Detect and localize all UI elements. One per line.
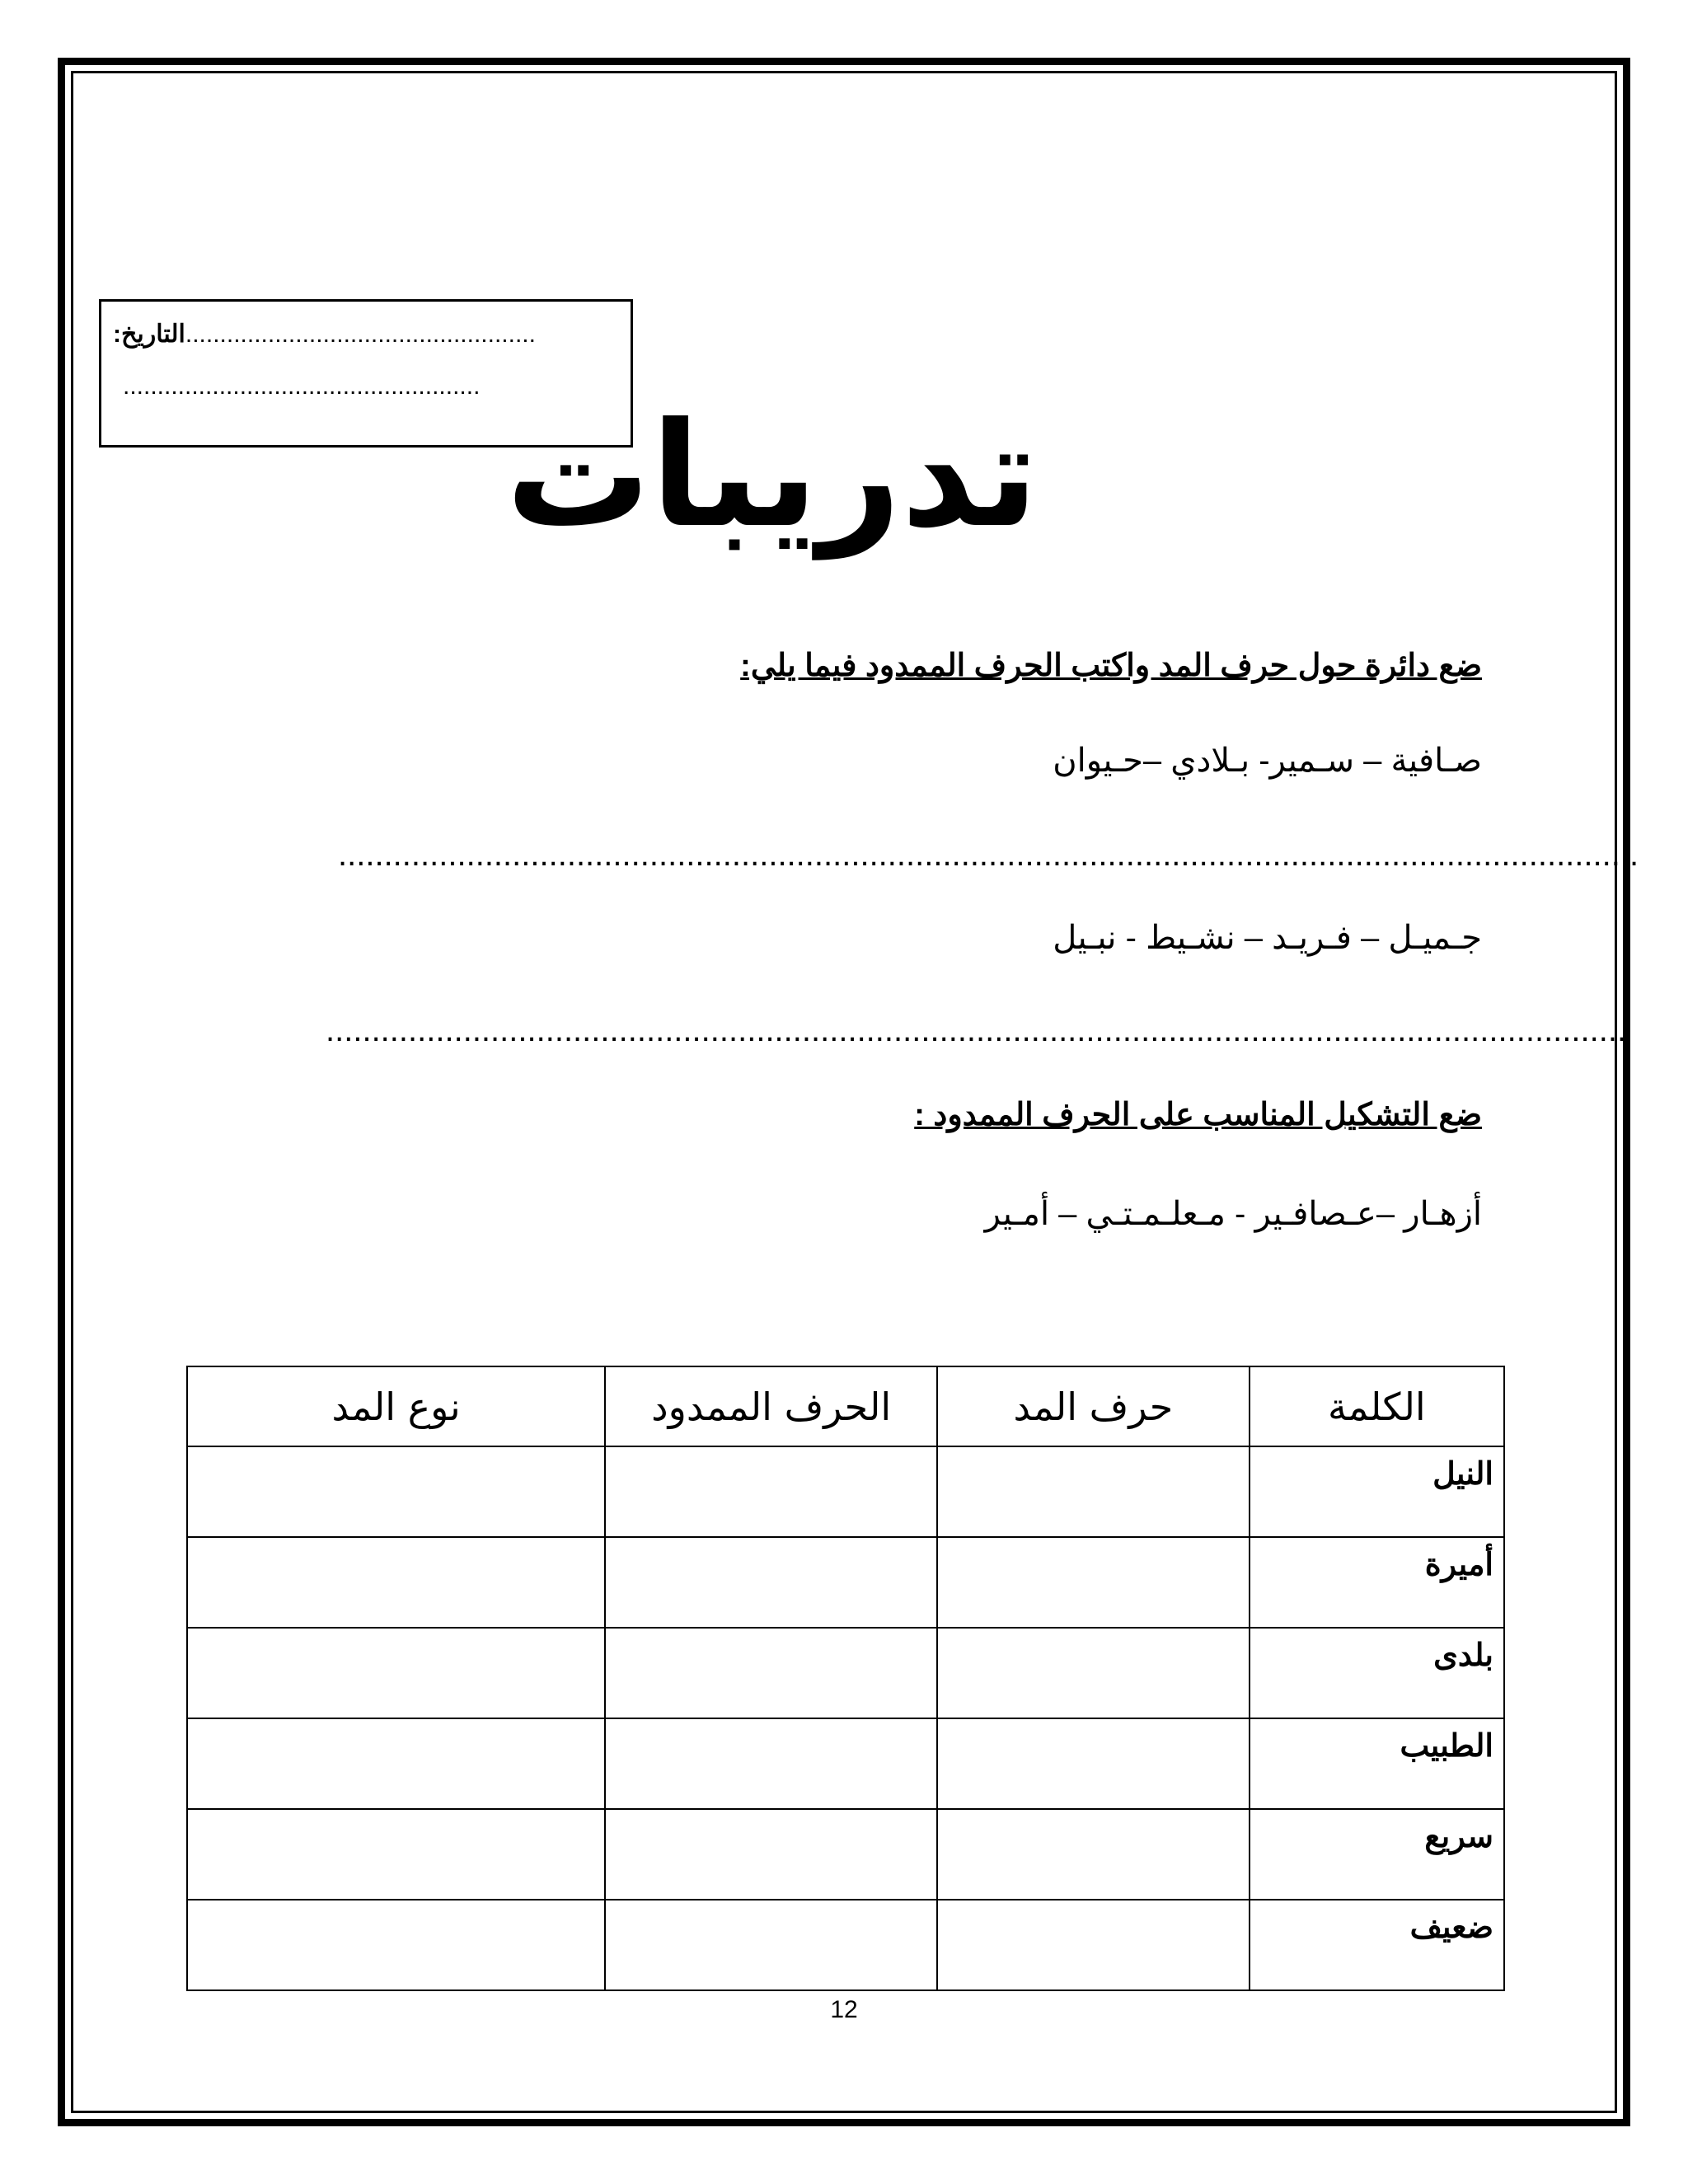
exercise2-words-line: أزهـار –عـصافـير - مـعلـمـتـي – أمـير	[984, 1196, 1482, 1232]
word-cell: سريع	[1250, 1809, 1504, 1900]
answer-cell[interactable]	[937, 1809, 1250, 1900]
date-dots: ...................................................	[185, 321, 536, 348]
answer-cell[interactable]	[605, 1628, 937, 1718]
vowel-table	[186, 1366, 1505, 1991]
exercise2-heading: ضع التشكيل المناسب على الحرف الممدود :	[914, 1098, 1482, 1132]
table-row	[187, 1446, 1504, 1537]
date-label: التاريخ:	[113, 321, 185, 348]
table-row	[187, 1628, 1504, 1718]
table-header-row	[187, 1366, 1504, 1446]
header-word: الكلمة	[1250, 1366, 1504, 1446]
answer-cell[interactable]	[937, 1537, 1250, 1628]
table-row	[187, 1809, 1504, 1900]
answer-cell[interactable]	[937, 1900, 1250, 1990]
exercise1-words-line2: جـميـل – فـريـد – نشـيط - نبـيل	[1053, 920, 1482, 956]
page-title: تدريبات	[505, 392, 1039, 560]
answer-cell[interactable]	[605, 1718, 937, 1809]
answer-cell[interactable]	[187, 1809, 605, 1900]
table-row	[187, 1900, 1504, 1990]
word-cell: ضعيف	[1250, 1900, 1504, 1990]
table-row	[187, 1537, 1504, 1628]
header-long-vowel-letter: حرف المد	[937, 1366, 1250, 1446]
answer-cell[interactable]	[937, 1446, 1250, 1537]
word-cell: أميرة	[1250, 1537, 1504, 1628]
answer-cell[interactable]	[937, 1718, 1250, 1809]
word-cell: الطبيب	[1250, 1718, 1504, 1809]
date-line-2[interactable]: ....................................................	[123, 373, 481, 400]
answer-cell[interactable]	[605, 1537, 937, 1628]
table-row	[187, 1718, 1504, 1809]
answer-cell[interactable]	[937, 1628, 1250, 1718]
date-line[interactable]	[113, 320, 536, 349]
word-cell: النيل	[1250, 1446, 1504, 1537]
answer-cell[interactable]	[605, 1900, 937, 1990]
exercise1-answer-line2[interactable]: ..............................................................................................................................................	[326, 1012, 1627, 1048]
exercise1-answer-line1[interactable]: ..............................................................................................................................................	[338, 837, 1639, 873]
answer-cell[interactable]	[187, 1628, 605, 1718]
answer-cell[interactable]	[187, 1718, 605, 1809]
exercise1-heading: ضع دائرة حول حرف المد واكتب الحرف الممدود فيما يلي:	[740, 649, 1482, 683]
header-vowel-type: نوع المد	[187, 1366, 605, 1446]
answer-cell[interactable]	[605, 1446, 937, 1537]
page-number: 12	[830, 1996, 858, 2023]
answer-cell[interactable]	[187, 1446, 605, 1537]
header-lengthened-letter: الحرف الممدود	[605, 1366, 937, 1446]
answer-cell[interactable]	[187, 1537, 605, 1628]
word-cell: بلدى	[1250, 1628, 1504, 1718]
answer-cell[interactable]	[605, 1809, 937, 1900]
exercise1-words-line1: صـافية – سـمير- بـلادي –حـيوان	[1053, 743, 1482, 779]
answer-cell[interactable]	[187, 1900, 605, 1990]
